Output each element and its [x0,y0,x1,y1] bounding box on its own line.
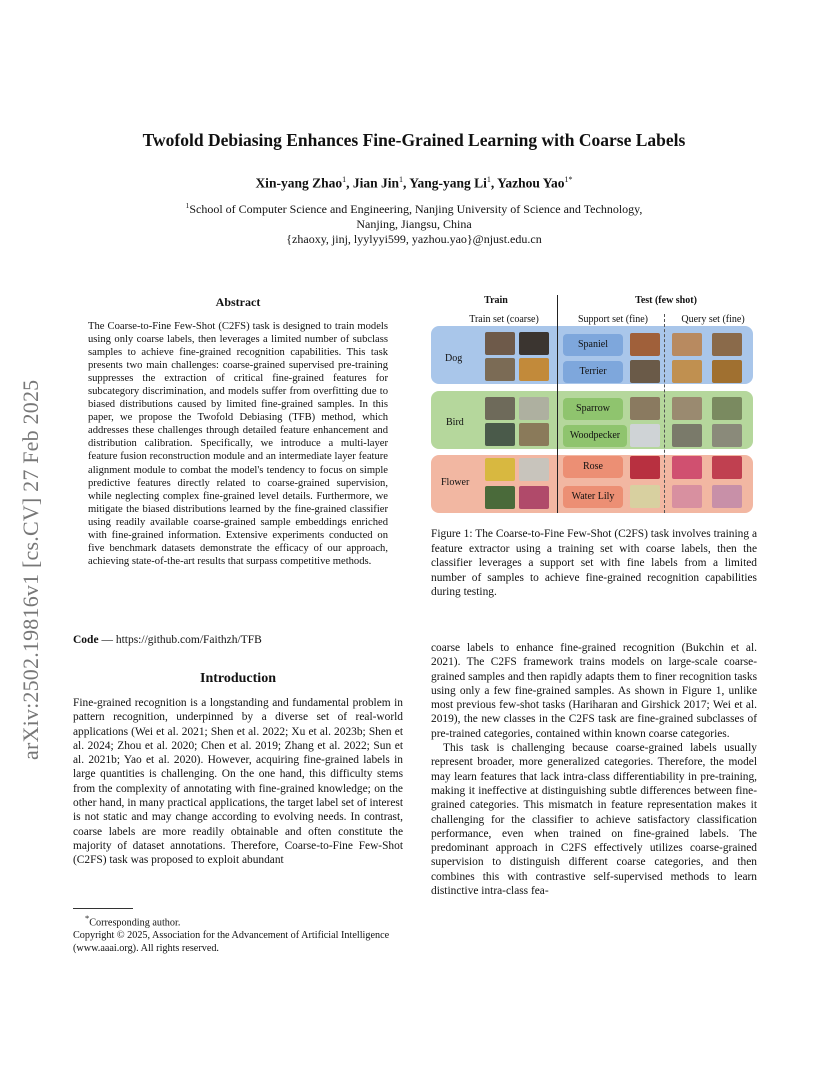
query-image [672,360,702,383]
author-affil-mark: 1 [342,175,347,184]
train-image-flower [485,486,515,509]
train-image-bird [485,397,515,420]
right-paragraph-2: This task is challenging because coarse-grained labels usually represent broader, more generalized categories. Therefore, the model may learn features that lack intra-class differentiability in pre-training, making it ineffective at distinguishing subtle differences between fine-grained categories. This mismatch in feature representation makes it challenging for the classifier to achieve satisfactory classification performance, even when trained on fine-grained labels. The predominant approach in C2FS effectively utilizes coarse-grained supervision to distinguish different coarse categories, and then combines this with contrastive self-supervised methods to learn distinctive intra-class fea- [431,742,757,898]
query-image [672,456,702,479]
support-image [630,360,660,383]
train-set-label: Train set (coarse) [469,314,539,325]
affiliation [0,198,828,247]
query-image [672,485,702,508]
query-image [712,485,742,508]
support-image [630,397,660,420]
train-image-dog [485,332,515,355]
paper-title: Twofold Debiasing Enhances Fine-Grained Learning with Coarse Labels [142,130,686,150]
train-image-bird [485,423,515,446]
query-image [712,333,742,356]
author-list: Xin-yang Zhao$^1$, Jian Jin$^1$, Yang-yang Li$^1$, Yazhou Yao$^{1*}$ [255,175,573,191]
train-image-dog [519,332,549,355]
footnote-text: Corresponding author. [89,917,181,929]
fine-label-sparrow: Sparrow [563,398,623,420]
query-image [712,424,742,447]
support-set-label: Support set (fine) [578,314,648,325]
introduction-text [73,696,403,868]
code-separator: — [98,634,116,646]
author-affil-mark: 1* [564,175,573,184]
author-name: Jian Jin [352,175,399,191]
footnote [73,912,403,955]
author-name: Xin-yang Zhao [255,175,343,191]
train-image-flower [519,486,549,509]
right-column-text [431,641,757,898]
query-image [712,397,742,420]
code-url[interactable]: https://github.com/Faithzh/TFB [115,634,262,646]
train-image-dog [519,358,549,381]
fine-label-spaniel: Spaniel [563,334,623,356]
train-image-bird [519,397,549,420]
train-image-dog [485,358,515,381]
author-affil-mark: 1 [486,175,491,184]
affil-mark: 1 [185,201,190,210]
train-image-bird [519,423,549,446]
group-label-bird: Bird [446,417,464,428]
copyright-text: Copyright © 2025, Association for the Advancement of Artificial Intelligence (www.aaai.org). All rights reserved. [73,929,390,954]
author-name: Yang-yang Li [409,175,487,191]
footnote-mark: * [85,913,90,923]
author-name: Yazhou Yao [497,175,565,191]
footnote-rule [73,908,133,909]
support-image [630,485,660,508]
fine-label-terrier: Terrier [563,361,623,383]
query-image [712,456,742,479]
figure-1 [431,290,761,515]
code-link-line [73,634,262,646]
code-label: Code [73,634,99,646]
support-image [630,424,660,447]
query-image [672,424,702,447]
fine-label-rose: Rose [563,456,623,478]
author-affil-mark: 1 [399,175,403,184]
test-header: Test (few shot) [635,295,697,306]
introduction-heading: Introduction [200,671,276,686]
group-label-flower: Flower [441,477,470,488]
query-image [712,360,742,383]
affil-line-2: Nanjing, Jiangsu, China [356,217,472,231]
affil-line-1: School of Computer Science and Engineering, Nanjing University of Science and Technology, [189,202,643,216]
fine-label-woodpecker: Woodpecker [563,425,627,447]
abstract-text: The Coarse-to-Fine Few-Shot (C2FS) task is designed to train models using only coarse labels, then leverages a limited number of subclass samples to achieve fine-grained recognition capabilities. This task presents two main challenges: coarse-grained supervised pre-training suppresses the extraction of critical fine-grained features for subcategory discrimination, and models suffer from overfitting due to biased distributions caused by limited fine-grained samples. In this paper, we propose the Twofold Debiasing (TFB) method, which addresses these challenges through detailed feature enhancement and distribution calibration. Specifically, we introduce a multi-layer feature fusion reconstruction module and an intermediate layer feature alignment module to combat the model's tendency to focus on simple predictive features directly related to coarse-grained supervision, while neglecting complex fine-grained level details. Furthermore, we mitigate the biased distributions learned by the fine-grained classifier using readily available coarse-grained sample embeddings enriched with fine-grained information. Extensive experiments conducted on five benchmark datasets demonstrate the efficacy of our approach, achieving state-of-the-art results that surpass competitive methods. [88,321,388,567]
support-query-divider [664,314,665,513]
intro-paragraph: Fine-grained recognition is a longstanding and fundamental problem in pattern recognition, underpinned by a diverse set of real-world applications (Wei et al. 2021; Shen et al. 2022; Xu et al. 2023b; Shen et al. 2024; Zhou et al. 2020; Chen et al. 2019; Zhang et al. 2022; Sun et al. 2021b; Yao et al. 2020). However, acquiring fine-grained labels in large quantities is challenging. On the one hand, this difficulty stems from the complexity of annotating with fine-grained knowledge; on the other hand, in many practical applications, the target label set of interest is not static and may change according to evolving needs. In contrast, coarse labels are more readily obtainable and often constitute the majority of dataset annotations. Therefore, Coarse-to-Fine Few-Shot (C2FS) task was proposed to exploit abundant [73,697,403,867]
figure-1-caption: Figure 1: The Coarse-to-Fine Few-Shot (C2FS) task involves training a feature extractor using a training set with coarse labels, then the classifier leverages a support set with fine labels from a limited number of samples to achieve fine-grained recognition capabilities during testing. [431,528,757,598]
right-paragraph-1: coarse labels to enhance fine-grained recognition (Bukchin et al. 2021). The C2FS framework trains models on large-scale coarse-grained samples and then rapidly adapts them to finer recognition tasks using only a few fine-grained samples. As shown in Figure 1, unlike most previous few-shot tasks (Hariharan and Girshick 2017; Wei et al. 2019), the new classes in the C2FS task are fine-grained subclasses of pre-trained categories, contained within known coarse categories. [431,642,757,740]
train-image-flower [519,458,549,481]
abstract-heading: Abstract [215,295,261,309]
affil-emails: {zhaoxy, jinj, lyylyyi599, yazhou.yao}@njust.edu.cn [286,232,542,246]
query-image [672,397,702,420]
support-image [630,333,660,356]
arxiv-watermark: arXiv:2502.19816v1 [cs.CV] 27 Feb 2025 [18,379,43,760]
query-image [672,333,702,356]
group-label-dog: Dog [445,353,463,364]
train-test-divider [557,295,558,513]
fine-label-water-lily: Water Lily [563,486,623,508]
query-set-label: Query set (fine) [681,314,745,325]
train-header: Train [484,295,508,306]
train-image-flower [485,458,515,481]
support-image [630,456,660,479]
